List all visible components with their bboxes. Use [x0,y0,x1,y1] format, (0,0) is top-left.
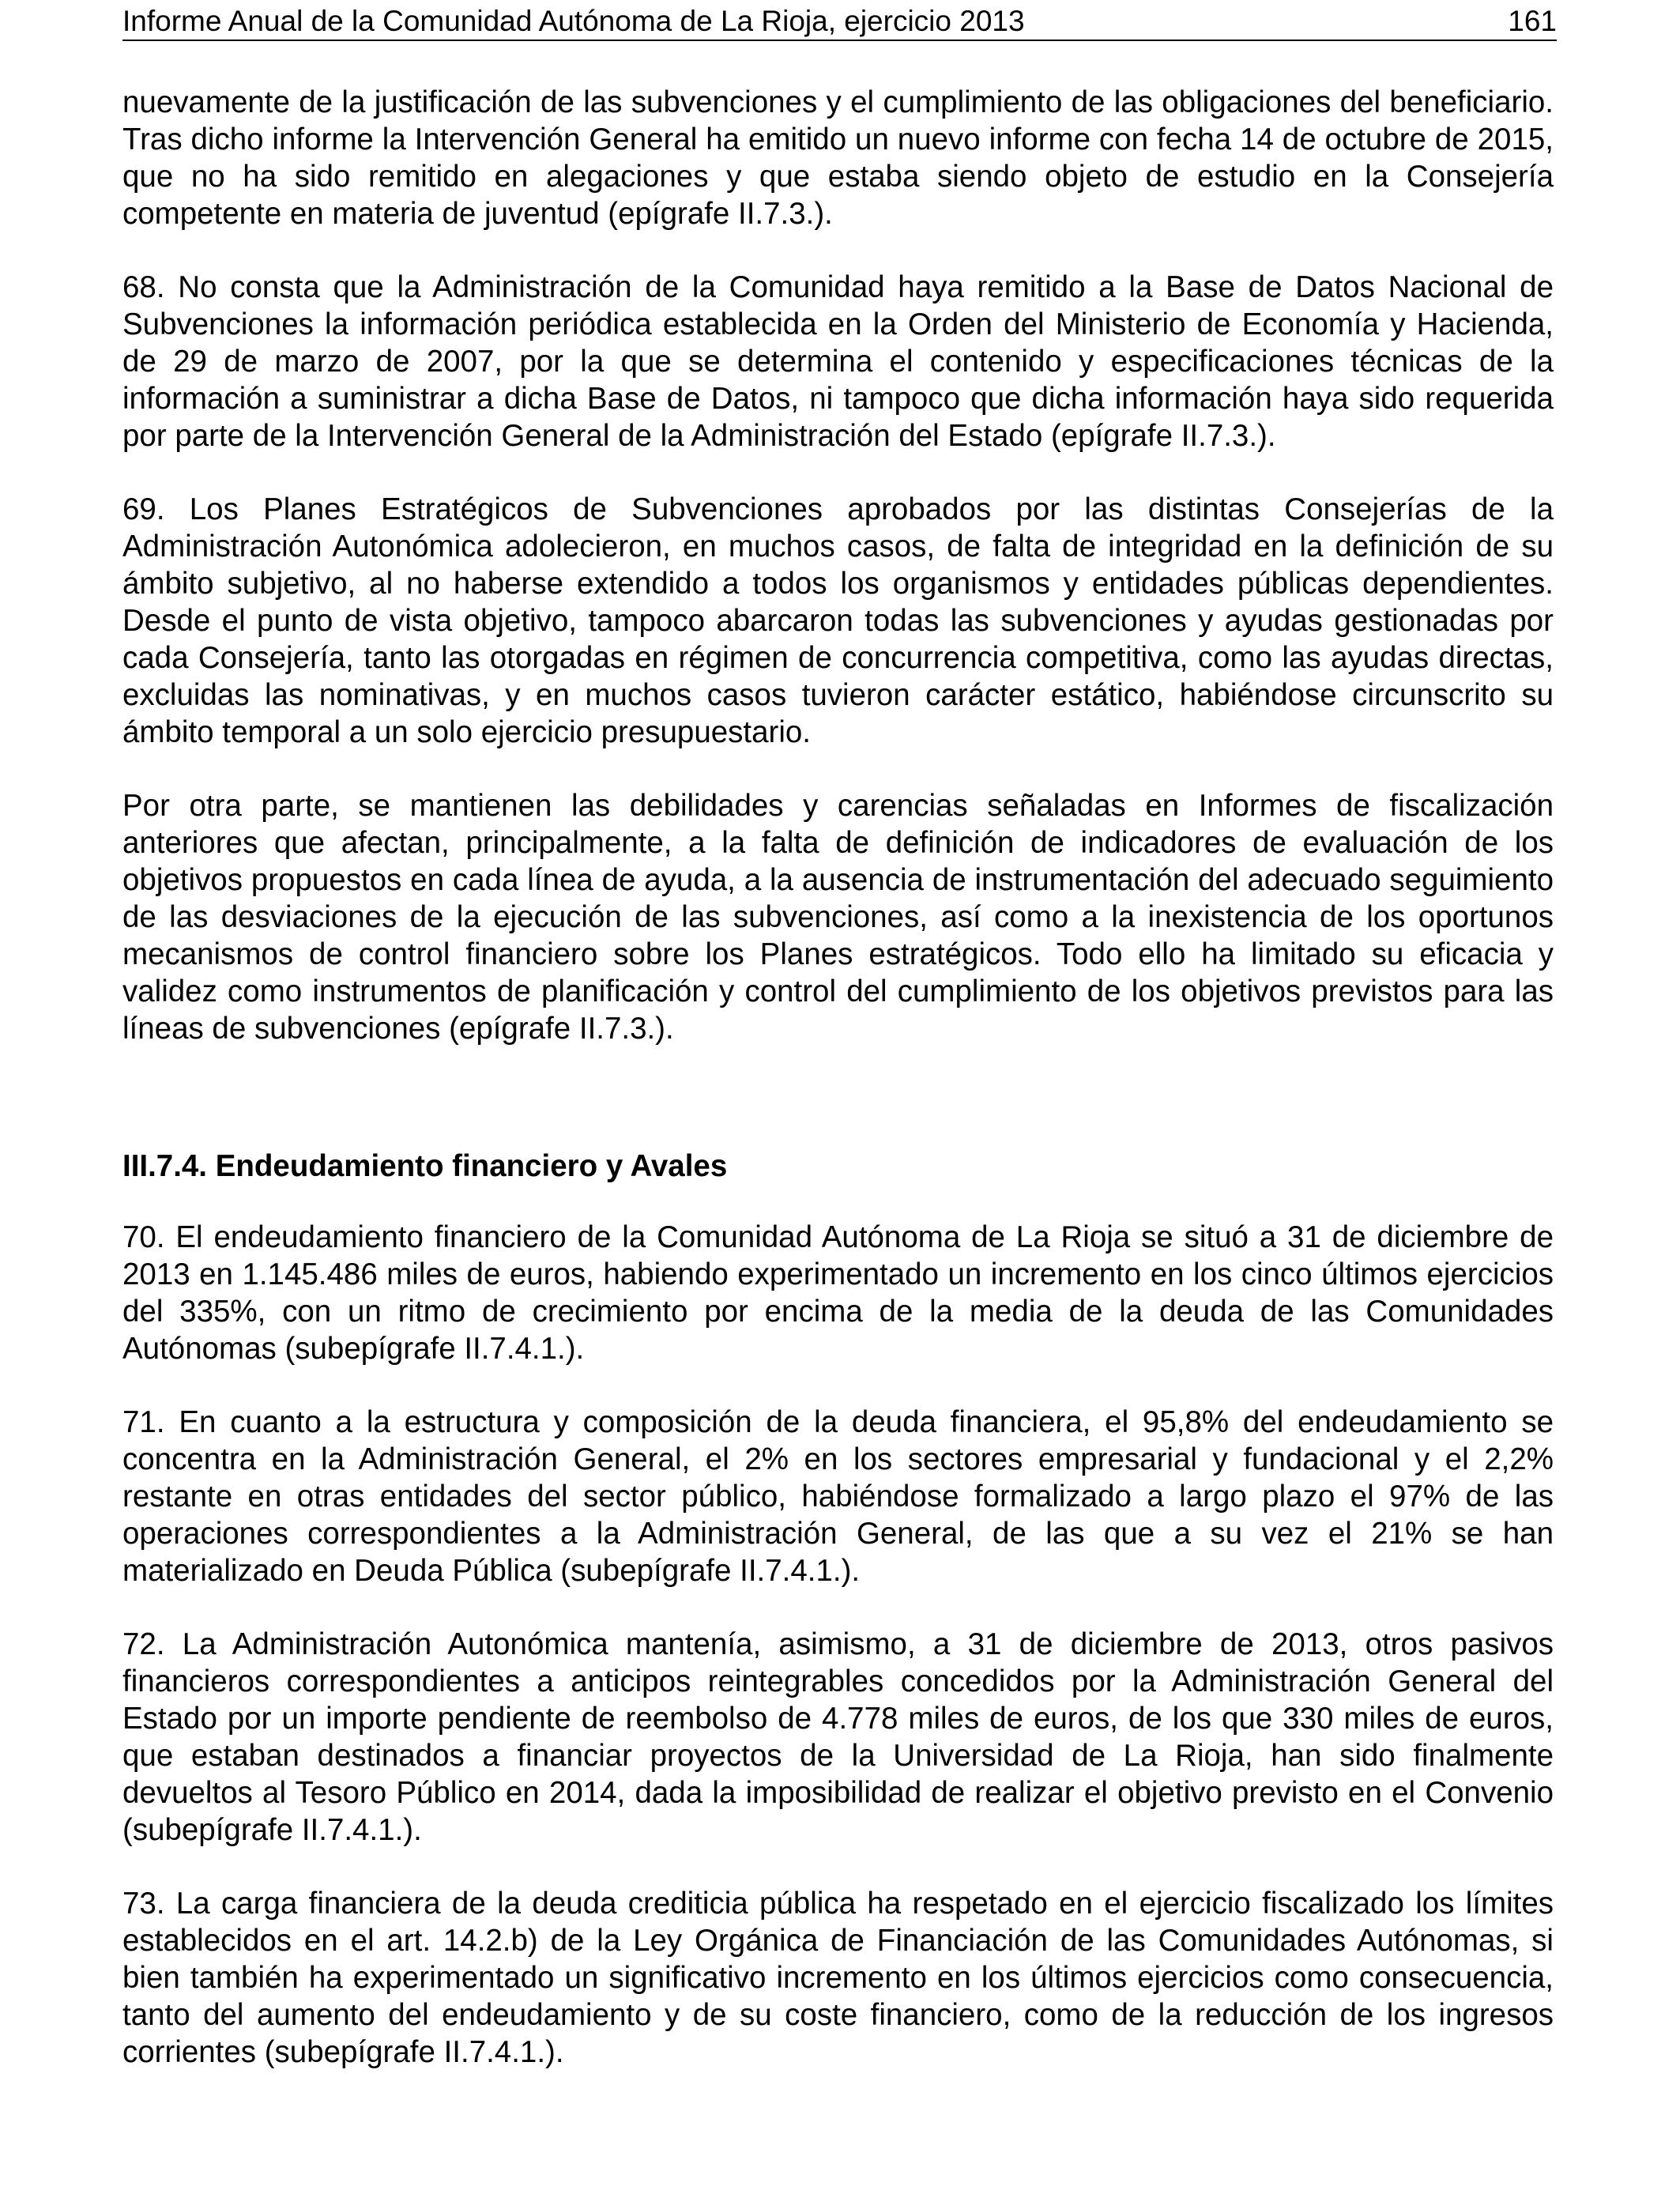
paragraph-72: 72. La Administración Autonómica mantenía, asimismo, a 31 de diciembre de 2013, otros pasivos financieros correspondientes a anticipos reintegrables concedidos por la Administración General del Estado por un importe pendiente de reembolso de 4.778 miles de euros, de los que 330 miles de euros, que estaban destinados a financiar proyectos de la Universidad de La Rioja, han sido finalmente devueltos al Tesoro Público en 2014, dada la imposibilidad de realizar el objetivo previsto en el Convenio (subepígrafe II.7.4.1.). [122,1627,1554,1847]
page-body [122,84,1554,2107]
paragraph-por-otra-parte: Por otra parte, se mantienen las debilidades y carencias señaladas en Informes de fiscalización anteriores que afectan, principalmente, a la falta de definición de indicadores de evaluación de los objetivos propuestos en cada línea de ayuda, a la ausencia de instrumentación del adecuado seguimiento de las desviaciones de la ejecución de las subvenciones, así como a la inexistencia de los oportunos mecanismos de control financiero sobre los Planes estratégicos. Todo ello ha limitado su eficacia y validez como instrumentos de planificación y control del cumplimiento de los objetivos previstos para las líneas de subvenciones (epígrafe II.7.3.). [122,789,1554,1046]
paragraph-69: 69. Los Planes Estratégicos de Subvenciones aprobados por las distintas Consejerías de la Administración Autonómica adolecieron, en muchos casos, de falta de integridad en la definición de su ámbito subjetivo, al no haberse extendido a todos los organismos y entidades públicas dependientes. Desde el punto de vista objetivo, tampoco abarcaron todas las subvenciones y ayudas gestionadas por cada Consejería, tanto las otorgadas en régimen de concurrencia competitiva, como las ayudas directas, excluidas las nominativas, y en muchos casos tuvieron carácter estático, habiéndose circunscrito su ámbito temporal a un solo ejercicio presupuestario. [122,492,1554,749]
page-header [122,3,1557,41]
paragraph-73: 73. La carga financiera de la deuda crediticia pública ha respetado en el ejercicio fiscalizado los límites establecidos en el art. 14.2.b) de la Ley Orgánica de Financiación de las Comunidades Autónomas, si bien también ha experimentado un significativo incremento en los últimos ejercicios como consecuencia, tanto del aumento del endeudamiento y de su coste financiero, como de la reducción de los ingresos corrientes (subepígrafe II.7.4.1.). [122,1887,1554,2069]
report-title: Informe Anual de la Comunidad Autónoma de La Rioja, ejercicio 2013 [122,5,1025,37]
paragraph-71: 71. En cuanto a la estructura y composición de la deuda financiera, el 95,8% del endeudamiento se concentra en la Administración General, el 2% en los sectores empresarial y fundacional y el 2,2% restante en otras entidades del sector público, habiéndose formalizado a largo plazo el 97% de las operaciones correspondientes a la Administración General, de las que a su vez el 21% se han materializado en Deuda Pública (subepígrafe II.7.4.1.). [122,1405,1554,1588]
section-heading: III.7.4. Endeudamiento financiero y Avales [122,1149,728,1183]
paragraph-70: 70. El endeudamiento financiero de la Comunidad Autónoma de La Rioja se situó a 31 de diciembre de 2013 en 1.145.486 miles de euros, habiendo experimentado un incremento en los cinco últimos ejercicios del 335%, con un ritmo de crecimiento por encima de la media de la deuda de las Comunidades Autónomas (subepígrafe II.7.4.1.). [122,1220,1554,1366]
paragraph-68: 68. No consta que la Administración de la Comunidad haya remitido a la Base de Datos Nacional de Subvenciones la información periódica establecida en la Orden del Ministerio de Economía y Hacienda, de 29 de marzo de 2007, por la que se determina el contenido y especificaciones técnicas de la información a suministrar a dicha Base de Datos, ni tampoco que dicha información haya sido requerida por parte de la Intervención General de la Administración del Estado (epígrafe II.7.3.). [122,270,1554,453]
paragraph-continuation: nuevamente de la justificación de las subvenciones y el cumplimiento de las obligaciones del beneficiario. Tras dicho informe la Intervención General ha emitido un nuevo informe con fecha 14 de octubre de 2015, que no ha sido remitido en alegaciones y que estaba siendo objeto de estudio en la Consejería competente en materia de juventud (epígrafe II.7.3.). [122,85,1554,231]
page-number: 161 [1508,5,1557,37]
